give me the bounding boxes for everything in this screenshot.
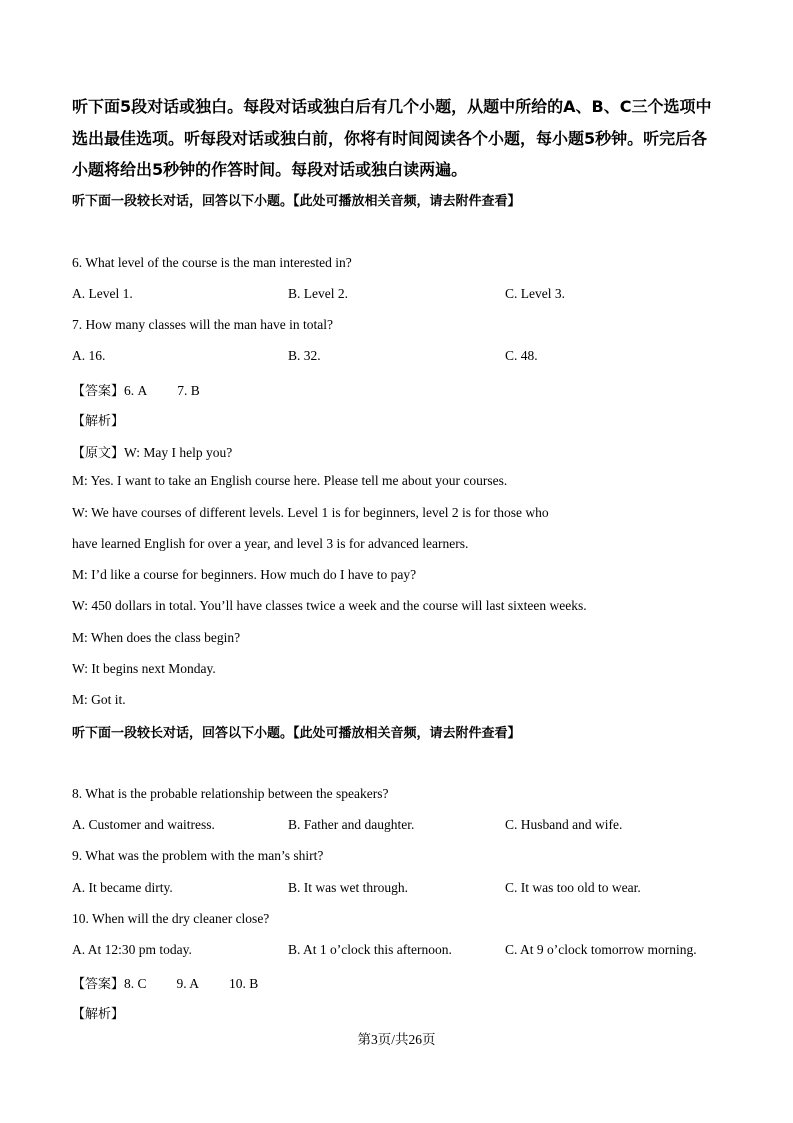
intro-line-1: 听下面5段对话或独白。每段对话或独白后有几个小题，从题中所给的A、B、C三个选项中	[72, 97, 712, 116]
transcript-line: 【原文】W: May I help you?	[72, 445, 233, 461]
section-2-header: 听下面一段较长对话，回答以下小题。【此处可播放相关音频，请去附件查看】	[72, 726, 521, 741]
answer-9: 9. A	[176, 976, 200, 991]
question-7-option-b: B. 32.	[288, 348, 321, 363]
question-9: 9. What was the problem with the man’s shirt?	[72, 848, 324, 863]
question-8: 8. What is the probable relationship between the speakers?	[72, 786, 389, 801]
intro-line-3: 小题将给出5秒钟的作答时间。每段对话或独白读两遍。	[72, 160, 468, 179]
answer-label: 【答案】	[72, 384, 125, 399]
analysis-label-1: 【解析】	[72, 414, 125, 429]
analysis-label-2: 【解析】	[72, 1007, 125, 1022]
question-9-option-c: C. It was too old to wear.	[505, 880, 641, 895]
section-1-header: 听下面一段较长对话，回答以下小题。【此处可播放相关音频，请去附件查看】	[72, 194, 521, 209]
page-footer: 第3页/共26页	[357, 1032, 436, 1047]
original-label: 【原文】	[72, 446, 125, 461]
question-8-option-b: B. Father and daughter.	[288, 817, 415, 832]
question-10-option-b: B. At 1 o’clock this afternoon.	[288, 942, 452, 957]
question-10-option-a: A. At 12:30 pm today.	[72, 942, 192, 957]
transcript-line: M: When does the class begin?	[72, 630, 241, 645]
question-7: 7. How many classes will the man have in total?	[72, 317, 333, 332]
transcript-line: W: 450 dollars in total. You’ll have classes twice a week and the course will last sixteen weeks.	[72, 598, 587, 613]
transcript-line: M: Got it.	[72, 692, 126, 707]
question-9-option-b: B. It was wet through.	[288, 880, 408, 895]
answer-7: 7. B	[177, 383, 200, 398]
answer-10: 10. B	[229, 976, 259, 991]
transcript-line: M: I’d like a course for beginners. How much do I have to pay?	[72, 567, 417, 582]
answer-row-2	[72, 973, 258, 992]
question-6-option-c: C. Level 3.	[505, 286, 565, 301]
transcript-line: W: It begins next Monday.	[72, 661, 216, 676]
answer-8: 8. C	[124, 976, 147, 991]
question-6-option-a: A. Level 1.	[72, 286, 133, 301]
transcript-line: M: Yes. I want to take an English course here. Please tell me about your courses.	[72, 473, 508, 488]
question-8-option-a: A. Customer and waitress.	[72, 817, 215, 832]
question-7-option-c: C. 48.	[505, 348, 538, 363]
answer-row-1	[72, 380, 200, 399]
question-9-option-a: A. It became dirty.	[72, 880, 173, 895]
transcript-line: have learned English for over a year, and level 3 is for advanced learners.	[72, 536, 469, 551]
intro-line-2: 选出最佳选项。听每段对话或独白前，你将有时间阅读各个小题，每小题5秒钟。听完后各	[72, 129, 708, 148]
question-6: 6. What level of the course is the man interested in?	[72, 255, 352, 270]
question-7-option-a: A. 16.	[72, 348, 106, 363]
question-8-option-c: C. Husband and wife.	[505, 817, 623, 832]
question-10-option-c: C. At 9 o’clock tomorrow morning.	[505, 942, 697, 957]
transcript-line: W: We have courses of different levels. Level 1 is for beginners, level 2 is for those who	[72, 505, 549, 520]
question-6-option-b: B. Level 2.	[288, 286, 348, 301]
answer-6: 6. A	[124, 383, 148, 398]
question-10: 10. When will the dry cleaner close?	[72, 911, 270, 926]
answer-label: 【答案】	[72, 977, 125, 992]
